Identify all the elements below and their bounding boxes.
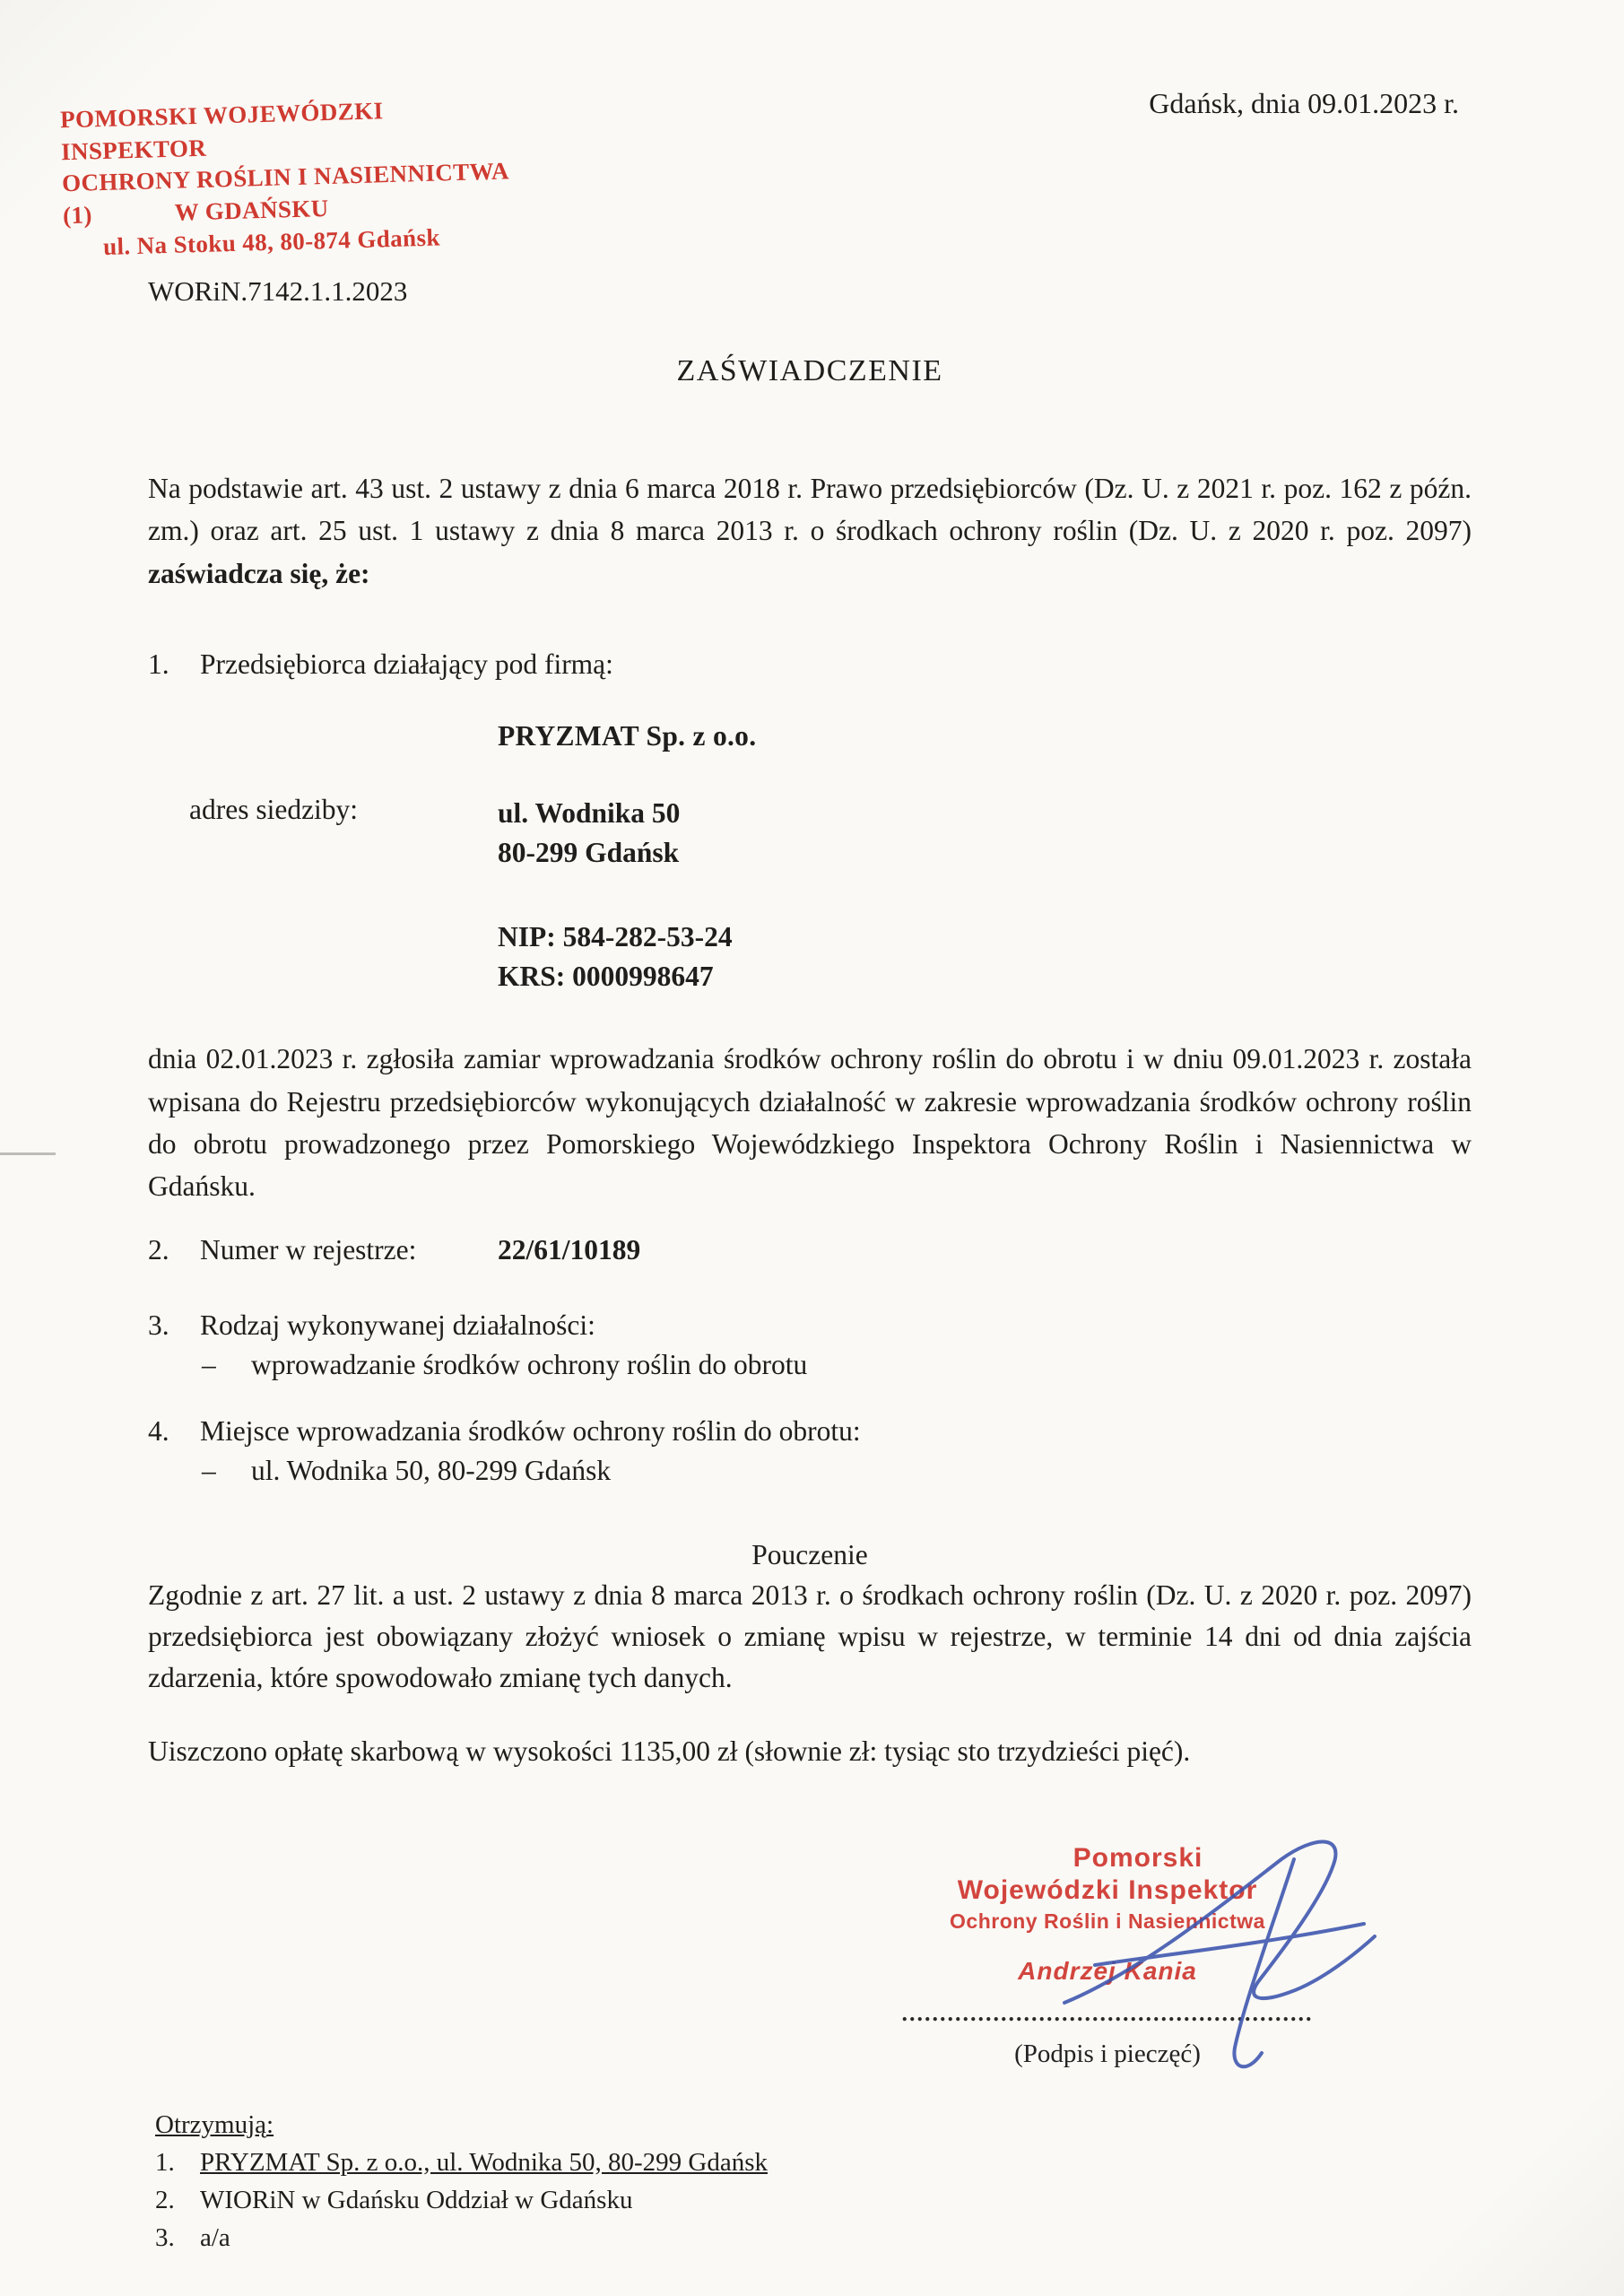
item-4-detail	[148, 1455, 1472, 1487]
address-value	[498, 794, 680, 873]
stamp-copy-number: (1)	[62, 201, 93, 230]
item-2-text: Numer w rejestrze:	[200, 1234, 417, 1266]
company-name: PRYZMAT Sp. z o.o.	[498, 719, 757, 752]
item-1-text: Przedsiębiorca działający pod firmą:	[200, 648, 613, 680]
stamp-line-2: OCHRONY ROŚLIN I NASIENNICTWA	[61, 157, 510, 197]
address-street: ul. Wodnika 50	[498, 796, 681, 829]
recipient-3-text: a/a	[200, 2222, 230, 2252]
recipients-section	[155, 2110, 1472, 2253]
intro-paragraph	[148, 467, 1472, 595]
address-block	[148, 794, 1472, 873]
stamp-address: ul. Na Stoku 48, 80-874 Gdańsk	[102, 223, 441, 260]
recipient-3	[155, 2223, 1472, 2253]
item-4-number: 4.	[148, 1415, 169, 1448]
stamp-city: W GDAŃSKU	[174, 194, 329, 226]
item-4-text: Miejsce wprowadzania środków ochrony roślin do obrotu:	[200, 1415, 861, 1448]
intro-text: Na podstawie art. 43 ust. 2 ustawy z dnia 6 marca 2018 r. Prawo przedsiębiorców (Dz. U. z 2021 r. poz. 162 z późn. zm.) oraz art. 25 ust. 1 ustawy z dnia 8 marca 2013 r. o środkach ochrony roślin (Dz. U. z 2020 r. poz. 2097)	[148, 473, 1472, 547]
date-place: Gdańsk, dnia 09.01.2023 r.	[1149, 87, 1459, 119]
document-header	[59, 85, 1472, 260]
stamp-line-1: POMORSKI WOJEWÓDZKI INSPEKTOR	[59, 97, 384, 165]
pouczenie-heading: Pouczenie	[751, 1539, 868, 1571]
pouczenie-paragraph: Zgodnie z art. 27 lit. a ust. 2 ustawy z dnia 8 marca 2013 r. o środkach ochrony roślin (Dz. U. z 2020 r. poz. 2097) przedsiębiorca jest obowiązany złożyć wniosek o zmianę wpisu w rejestrze, w terminie 14 dni od dnia zajścia zdarzenia, które spowodowało zmianę tych danych.	[148, 1579, 1472, 1693]
recipient-1-text: PRYZMAT Sp. z o.o., ul. Wodnika 50, 80-299 Gdańsk	[200, 2147, 769, 2177]
company-nip: NIP: 584-282-53-24	[498, 921, 733, 953]
recipient-1	[155, 2148, 1472, 2178]
reference-number: WORiN.7142.1.1.2023	[148, 275, 408, 308]
official-title-stamp	[838, 1843, 1376, 1986]
stamp-title-1: Pomorski	[1073, 1842, 1203, 1873]
recipients-heading: Otrzymują:	[155, 2109, 274, 2139]
recipient-2-number: 2.	[155, 2185, 175, 2214]
registration-paragraph: dnia 02.01.2023 r. zgłosiła zamiar wprowadzania środków ochrony roślin do obrotu i w dniu 09.01.2023 r. została wpisana do Rejestru przedsiębiorców wykonujących działalność w zakresie wprowadzania środków ochrony roślin do obrotu prowadzonego przez Pomorskiego Wojewódzkiego Inspektora Ochrony Roślin i Nasiennictwa w Gdańsku.	[148, 1043, 1472, 1202]
item-4	[148, 1415, 1472, 1448]
item-3-detail	[148, 1349, 1472, 1381]
recipient-3-number: 3.	[155, 2222, 175, 2252]
item-2	[148, 1234, 1472, 1266]
dash-bullet: –	[202, 1349, 216, 1381]
recipient-1-number: 1.	[155, 2147, 175, 2177]
scan-artifact-line	[0, 1152, 56, 1155]
item-3-detail-text: wprowadzanie środków ochrony roślin do obrotu	[251, 1349, 808, 1381]
item-3-text: Rodzaj wykonywanej działalności:	[200, 1309, 595, 1342]
signature-area	[838, 1843, 1376, 2069]
item-1-number: 1.	[148, 648, 169, 680]
company-ids	[498, 918, 1472, 996]
address-city: 80-299 Gdańsk	[498, 836, 680, 868]
signature-line: ......................................................	[901, 1999, 1314, 2026]
company-krs: KRS: 0000998647	[498, 961, 714, 993]
item-3	[148, 1309, 1472, 1342]
intro-bold: zaświadcza się, że:	[148, 557, 370, 589]
registry-number: 22/61/10189	[498, 1234, 641, 1266]
recipient-2	[155, 2186, 1472, 2215]
signature-caption: (Podpis i pieczęć)	[1014, 2039, 1201, 2068]
sender-stamp	[60, 91, 531, 265]
document-title: ZAŚWIADCZENIE	[676, 354, 943, 388]
stamp-title-2: Wojewódzki Inspektor	[957, 1874, 1258, 1905]
dash-bullet: –	[202, 1455, 216, 1487]
item-3-number: 3.	[148, 1309, 169, 1342]
recipient-2-text: WIORiN w Gdańsku Oddział w Gdańsku	[200, 2185, 633, 2214]
stamp-title-3: Ochrony Roślin i Nasiennictwa	[950, 1909, 1265, 1933]
item-2-number: 2.	[148, 1234, 169, 1266]
signer-name: Andrzej Kania	[1018, 1956, 1197, 1985]
fee-paragraph: Uiszczono opłatę skarbową w wysokości 1135,00 zł (słownie zł: tysiąc sto trzydzieści pięć).	[148, 1735, 1191, 1768]
item-1	[148, 648, 1472, 681]
item-4-detail-text: ul. Wodnika 50, 80-299 Gdańsk	[251, 1455, 612, 1487]
address-label: adres siedziby:	[189, 793, 359, 825]
